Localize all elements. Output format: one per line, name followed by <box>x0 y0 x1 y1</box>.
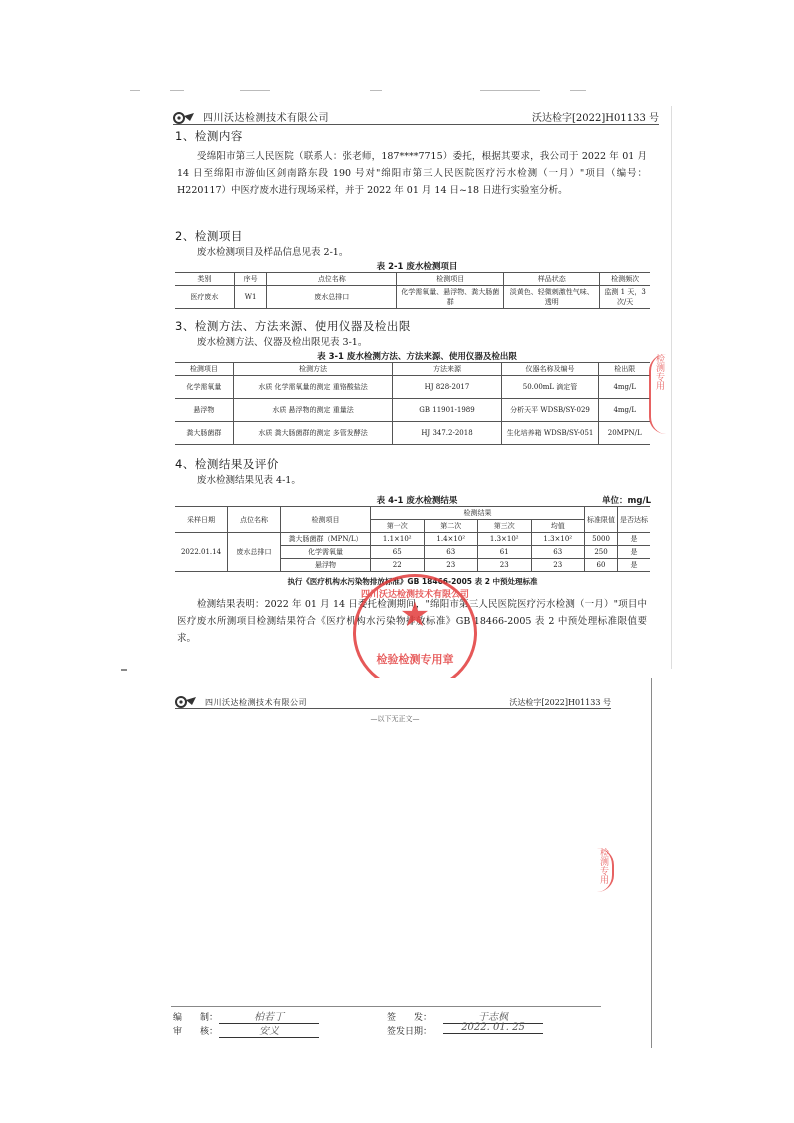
th: 序号 <box>234 273 267 286</box>
company-logo-icon <box>173 112 195 124</box>
section-4-title: 4、检测结果及评价 <box>175 457 279 471</box>
issue-label: 签 发： <box>387 1013 433 1023</box>
table-row: 悬浮物 22 23 23 23 60 是 <box>175 559 650 572</box>
report-page-2 <box>121 678 651 1048</box>
seam-stamp-page-1: 检测专用 <box>649 354 666 434</box>
star-icon: ★ <box>399 595 431 636</box>
page-header <box>173 108 659 125</box>
seam-stamp-page-2: 检测专用 <box>597 848 614 892</box>
company-name: 四川沃达检测技术有限公司 <box>203 113 329 124</box>
report-number: 沃达检字[2022]H01133 号 <box>509 698 611 707</box>
page-header-2 <box>175 692 611 709</box>
issue-date-value: 2022. 01. 25 <box>443 1022 543 1034</box>
official-stamp: 四川沃达检测技术有限公司 ★ 检验检测专用章 <box>353 574 477 692</box>
section-3-intro: 废水检测方法、仪器及检出限见表 3-1。 <box>197 337 368 348</box>
table-row: 2022.01.14 废水总排口 粪大肠菌群（MPN/L） 1.1×10² 1.4×10² 1.3×10² 1.3×10² 5000 是 <box>175 533 650 546</box>
th: 检测项目 <box>397 273 504 286</box>
issue-date-label: 签发日期： <box>387 1027 433 1037</box>
conclusion-text: 检测结果表明：2022 年 01 月 14 日委托检测期间，"绵阳市第三人民医院医疗污水检测（一月）"项目中医疗废水所测项目检测结果符合《医疗机构水污染物排放标准》GB 18466-2005 表 2 中预处理标准限值要求。 <box>177 599 647 644</box>
section-3-title: 3、检测方法、方法来源、使用仪器及检出限 <box>175 319 411 333</box>
th: 类别 <box>175 273 234 286</box>
table-4-1: 采样日期 点位名称 检测项目 检测结果 标准限值 是否达标 第一次 第二次 第三次 均值 2022.01.14 废水总排口 粪大肠菌群（MPN/L） 1.1×10² 1.4×10² 1.3×10² 1.3×10² 5000 是 化学需氧量 65 63 61 63 250 是 悬浮物 22 23 23 23 60 是 <box>175 506 650 572</box>
section-2-intro: 废水检测项目及样品信息见表 2-1。 <box>197 247 349 258</box>
company-name: 四川沃达检测技术有限公司 <box>205 698 307 707</box>
section-2-title: 2、检测项目 <box>175 229 243 243</box>
table-row: 医疗废水 W1 废水总排口 化学需氧量、悬浮物、粪大肠菌群 淡黄色、轻微刺激性气味、透明 监测 1 天，3 次/天 <box>175 286 650 309</box>
table-2-1 <box>175 272 650 309</box>
section-1-body: 受绵阳市第三人民医院（联系人：张老师，187****7715）委托，根据其要求，我公司于 2022 年 01 月 14 日至绵阳市游仙区剑南路东段 190 号对"绵阳市第三人民医院医疗污水检测（一月）"项目（编号：H220117）中医疗废水进行现场采样，并于 2022 年 01 月 14 日~18 日进行实验室分析。 <box>177 151 647 196</box>
report-page-1 <box>121 106 672 669</box>
compile-signature: 柏若丁 <box>219 1008 319 1024</box>
table-2-1-caption: 表 2-1 废水检测项目 <box>376 262 458 272</box>
issue-signature: 于志枫 <box>443 1008 543 1024</box>
section-1-title: 1、检测内容 <box>175 129 243 143</box>
review-label: 审 核： <box>173 1027 219 1037</box>
th: 检测频次 <box>600 273 650 286</box>
report-number: 沃达检字[2022]H01133 号 <box>532 113 659 124</box>
review-signature: 安义 <box>219 1022 319 1038</box>
table-3-1: 检测项目 检测方法 方法来源 仪器名称及编号 检出限 化学需氧量 水质 化学需氧量的测定 重铬酸盐法 HJ 828-2017 50.00mL 滴定管 4mg/L 悬浮物 水质 悬浮物的测定 重量法 GB 11901-1989 分析天平 WDSB/SY-029 4mg/L 粪大肠菌群 水质 粪大肠菌群的测定 多管发酵法 HJ 347.2-2018 生化培养箱 WDSB/SY-051 20MPN/L <box>175 362 650 445</box>
compile-label: 编 制： <box>173 1013 219 1023</box>
signature-divider <box>171 1006 601 1007</box>
divider <box>121 669 127 671</box>
previous-page-fragment <box>130 86 670 96</box>
section-4-intro: 废水检测结果见表 4-1。 <box>197 475 301 486</box>
table-row: 化学需氧量 水质 化学需氧量的测定 重铬酸盐法 HJ 828-2017 50.00mL 滴定管 4mg/L <box>175 376 650 399</box>
table-row: 悬浮物 水质 悬浮物的测定 重量法 GB 11901-1989 分析天平 WDSB/SY-029 4mg/L <box>175 399 650 422</box>
table-3-1-caption: 表 3-1 废水检测方法、方法来源、使用仪器及检出限 <box>317 352 517 362</box>
end-of-text: —以下无正文— <box>370 715 420 723</box>
table-4-1-footnote: 执行《医疗机构水污染物排放标准》GB 18466-2005 表 2 中预处理标准 <box>287 577 538 586</box>
table-row: 粪大肠菌群 水质 粪大肠菌群的测定 多管发酵法 HJ 347.2-2018 生化培养箱 WDSB/SY-051 20MPN/L <box>175 422 650 445</box>
table-row: 化学需氧量 65 63 61 63 250 是 <box>175 546 650 559</box>
table-4-1-caption: 表 4-1 废水检测结果 <box>376 496 458 506</box>
unit-label: 单位：mg/L <box>602 496 651 506</box>
th: 点位名称 <box>267 273 397 286</box>
th: 样品状态 <box>504 273 600 286</box>
company-logo-icon <box>175 696 197 708</box>
